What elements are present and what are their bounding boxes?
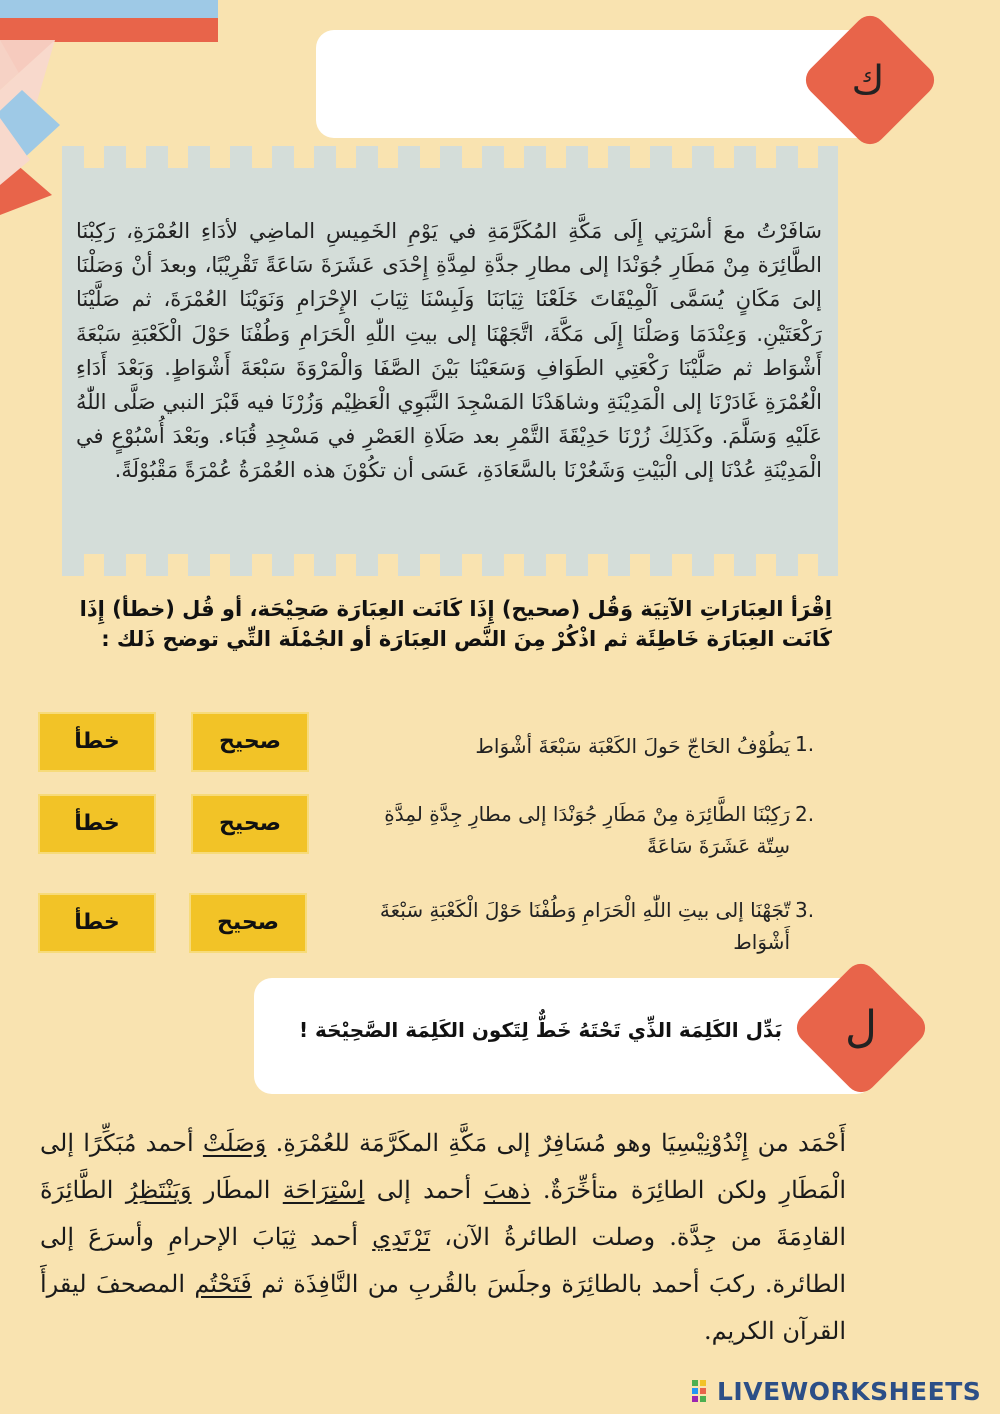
box-edge-notch (588, 146, 608, 168)
underlined-word-2[interactable]: ذهبَ (483, 1176, 531, 1204)
liveworksheets-logo-text: LIVEWORKSHEETS (717, 1376, 982, 1406)
question-2-false-button[interactable]: خطأ (38, 794, 156, 854)
question-2-number: 2. (795, 802, 815, 826)
liveworksheets-logo[interactable] (692, 1376, 981, 1406)
box-edge-notch (630, 146, 650, 168)
box-edge-notch (546, 554, 566, 576)
passage-text: أحمد ثِيَابَ الإحرامِ وأسرَعَ إلى الطائرة. ركبَ أحمد بالطائِرَة وجلَسَ بالقُربِ من النَّافِذَة ثم (40, 1223, 846, 1298)
question-1-number: 1. (795, 732, 815, 756)
question-2-true-button[interactable]: صحيح (191, 794, 309, 854)
box-edge-notch (126, 554, 146, 576)
underlined-word-4[interactable]: وَيَنْتَظِرُ (125, 1176, 192, 1204)
box-edge-notch (168, 146, 188, 168)
box-edge-notch (588, 554, 608, 576)
passage-text: الطَّائِرَةَ القادِمَةَ من جِدَّة. وصلت الطائرةُ الآن، (40, 1176, 846, 1251)
box-edge-notch (126, 146, 146, 168)
box-edge-notch (210, 146, 230, 168)
question-3-number: 3. (795, 898, 815, 922)
box-edge-notch (714, 146, 734, 168)
box-edge-notch (798, 146, 818, 168)
liveworksheets-logo-icon (692, 1380, 714, 1402)
underlined-word-3[interactable]: اِسْتِرَاحَة (282, 1176, 365, 1204)
box-edge-notch (210, 554, 230, 576)
underlined-word-1[interactable]: وَصَلَتْ (202, 1129, 267, 1157)
question-1-text: يَطُوْفُ الحَاجّ حَولَ الكَعْبَة سَبْعَةَ أشْوَاط (475, 734, 790, 758)
box-edge-notch (546, 146, 566, 168)
box-edge-notch (420, 146, 440, 168)
box-edge-notch (294, 554, 314, 576)
box-edge-notch (798, 554, 818, 576)
box-edge-notch (756, 554, 776, 576)
box-edge-notch (84, 554, 104, 576)
box-edge-notch (714, 554, 734, 576)
section-l-letter: ل (845, 1002, 877, 1053)
box-edge-notch (252, 146, 272, 168)
passage-text: المصحفَ ليقرأَ القرآن الكريم. (40, 1270, 846, 1345)
box-edge-notch (672, 146, 692, 168)
question-2-text: رَكِبْنَا الطَّائِرَة مِنْ مَطَارِ جُوَنْدَا إلى مطارِ جِدَّةِ لمِدَّةِ سِتّة عَشَرَةَ سَاعَةً (384, 802, 790, 858)
underlined-word-5[interactable]: تَرْتَدِي (372, 1223, 431, 1251)
section-k-title-bar (316, 30, 876, 138)
question-1-true-button[interactable]: صحيح (191, 712, 309, 772)
passage-text: أَحْمَد من إِنْدُوْنِيْسِيَا وهو مُسَافِرٌ إلى مَكَّةِ المكَرَّمَة للعُمْرَةِ. (266, 1129, 847, 1157)
box-edge-notch (336, 146, 356, 168)
section-l-instructions: بَدِّل الكَلِمَة الذِّي تَحْتَهُ خَطٌّ لِتَكون الكَلِمَة الصَّحِيْحَة ! (298, 1018, 782, 1042)
section-l-passage (40, 1120, 846, 1355)
passage-text: المطَار (191, 1176, 283, 1204)
box-edge-notch (462, 146, 482, 168)
story-text: سَافَرْتُ معَ أسْرَتِي إِلَى مَكَّةِ المُكَرَّمَةِ في يَوْمِ الخَمِيسِ الماضِي لأدَاءِ العُمْرَةِ، رَكِبْنَا الطَّائِرَة مِنْ مَطَارِ جُوَنْدَا إلى مطارِ جدَّةِ لمِدَّةِ إِحْدَى عَشَرَةَ سَاعَةً تَقْرِيْبًا، وبعدَ أنْ وَصَلْنَا إلىَ مَكَانٍ يُسَمَّى اَلْمِيْقَاتَ خَلَعْنَا ثِيَابَنَا وَلَبِسْنَا ثِيَابَ الإِحْرَامِ وَنَوَيْنَا العُمْرَةَ، ثم صَلَّيْنَا رَكْعَتَيْنِ. وَعِنْدَمَا وَصَلْنَا إِلَى مَكَّةَ، اتَّجَهْنَا إلى بيتِ اللّٰهِ الْحَرَامِ وَطُفْنَا حَوْلَ الْكَعْبَةِ سَبْعَةَ أَشْوَاط ثم صَلَّيْنَا رَكْعَتِي الطَوَافِ وَسَعَيْنَا بَيْنَ الصَّفَا وَالْمَرْوَةَ سَبْعَةَ أَشْوَاطٍ. وَبَعْدَ أَدَاءِ الْعُمْرَةِ غَادَرْنَا إلى الْمَدِيْنَةِ وشاهَدْنَا المَسْجِدَ النَّبَوِي الْعَظِيْم وَزُرْنَا فيه قَبْرَ النبي صَلَّى اللّٰهُ عَلَيْهِ وَسَلَّمَ. وكَذَلِكَ زُرْنَا حَدِيْقَةَ التَّمْرِ بعد صَلَاةِ العَصْرِ في مَسْجِدِ قُبَاء. وبَعْدَ أُسْبُوْعٍ في الْمَدِيْنَةِ عُدْنَا إلى الْبَيْتِ وَشَعُرْنَا بالسَّعَادَةِ، عَسَى أن تكُوْنَ هذه العُمْرَةُ عُمْرَةً مَقْبُوْلَةً. (76, 219, 822, 483)
passage-text: أحمد مُبَكِّرًا إلى الْمَطَارِ ولكن الطائِرَة متأخِّرَةٌ. (40, 1129, 846, 1204)
box-edge-notch (504, 146, 524, 168)
question-3-true-button[interactable]: صحيح (189, 893, 307, 953)
question-1-false-button[interactable]: خطأ (38, 712, 156, 772)
box-edge-notch (672, 554, 692, 576)
box-edge-notch (378, 146, 398, 168)
question-3-false-button[interactable]: خطأ (38, 893, 156, 953)
box-edge-notch (84, 146, 104, 168)
passage-text: أحمد إلى (364, 1176, 484, 1204)
box-edge-notch (294, 146, 314, 168)
box-edge-notch (168, 554, 188, 576)
box-edge-notch (378, 554, 398, 576)
box-edge-notch (420, 554, 440, 576)
box-edge-notch (504, 554, 524, 576)
box-edge-notch (756, 146, 776, 168)
section-k-letter: ك (851, 58, 885, 104)
underlined-word-6[interactable]: فَتَحْتُم (194, 1270, 252, 1298)
box-edge-notch (252, 554, 272, 576)
section-k-instructions: اِقْرَأ العِبَارَاتِ الآتِيَة وَقُل (صحيح) إِذَا كَانَت العِبَارَة صَحِيْحَة، أو قُل (خطأ) إِذَا كَانَت العِبَارَة خَاطِئَة ثم اذْكُرْ مِنَ النَّص العِبَارَة أو الجُمْلَة التِّي توضح ذَلك : (79, 597, 832, 651)
box-edge-notch (462, 554, 482, 576)
box-edge-notch (336, 554, 356, 576)
box-edge-notch (630, 554, 650, 576)
question-3-text: تّجَهْنَا إلى بيتِ اللّٰهِ الْحَرَامِ وَطُفْنَا حَوْلَ الْكَعْبَةِ سَبْعَةَ أَشْوَاط (379, 898, 790, 954)
